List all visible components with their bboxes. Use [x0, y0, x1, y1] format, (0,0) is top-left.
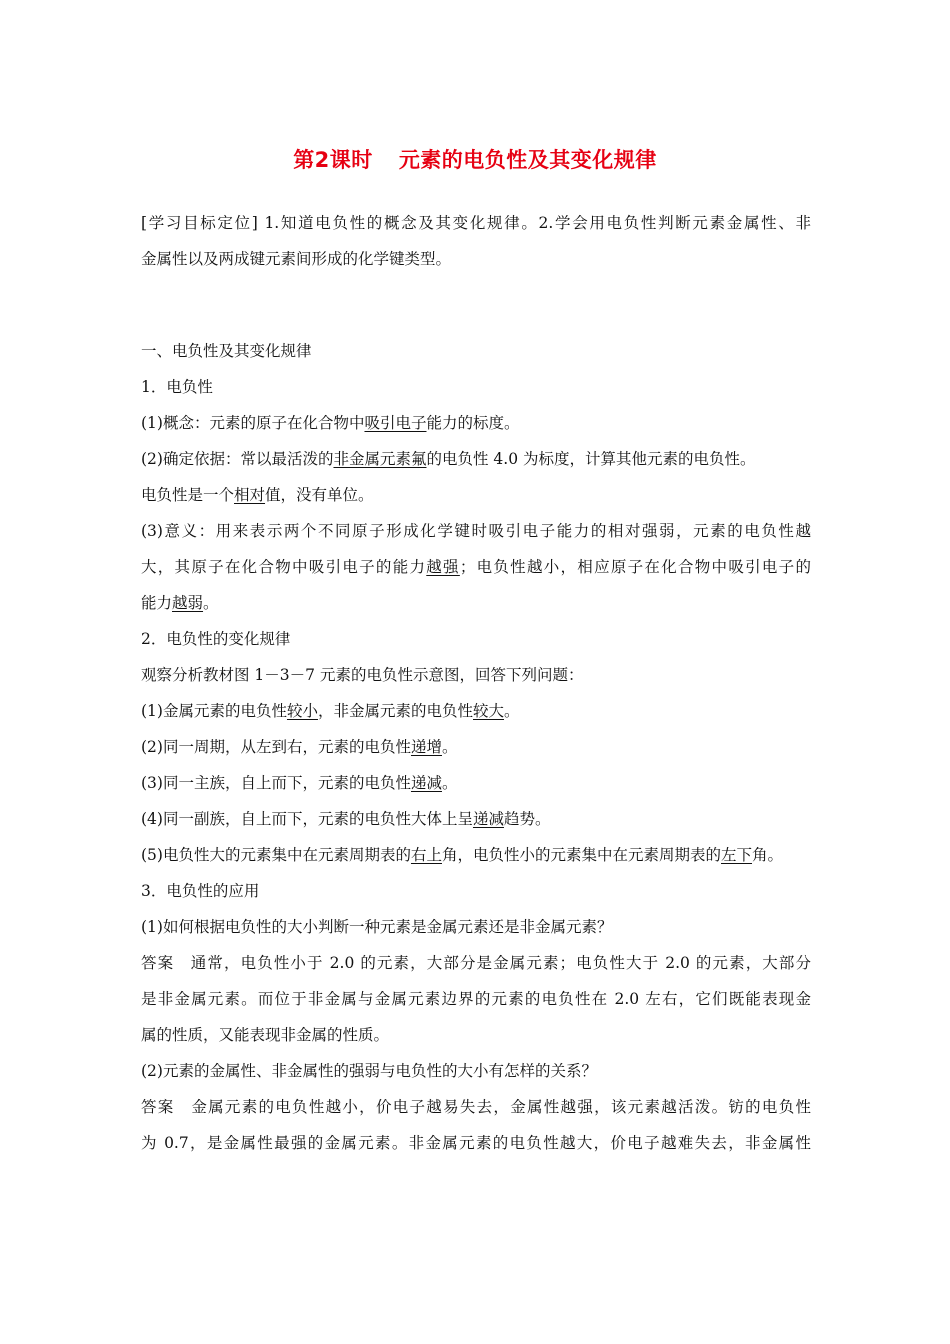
answer-blank: 右上 [410, 846, 442, 864]
answer-1-line-3: 属的性质，又能表现非金属的性质。 [141, 1026, 390, 1044]
objective-line-1: [学习目标定位] 1.知道电负性的概念及其变化规律。2.学会用电负性判断元素金属性、非 [141, 214, 811, 232]
answer-blank: 左下 [721, 846, 753, 864]
answer-blank: 较小 [286, 702, 318, 720]
meaning-line-2: 大，其原子在化合物中吸引电子的能力越强；电负性越小，相应原子在化合物中吸引电子的 [141, 558, 811, 576]
subsection-heading-1: 1．电负性 [141, 378, 213, 396]
answer-blank: 越弱 [172, 594, 204, 612]
answer-blank: 递减 [472, 810, 504, 828]
section-heading: 一、电负性及其变化规律 [141, 342, 312, 360]
objective-line-2: 金属性以及两成键元素间形成的化学键类型。 [141, 250, 452, 268]
rule-item-1: (1)金属元素的电负性较小，非金属元素的电负性较大。 [141, 702, 520, 720]
rule-item-3: (3)同一主族，自上而下，元素的电负性递减。 [141, 774, 458, 792]
answer-blank: 越强 [426, 558, 460, 576]
lesson-topic: 元素的电负性及其变化规律 [398, 148, 657, 172]
meaning-line-3: 能力越弱。 [141, 594, 219, 612]
subsection-heading-3: 3．电负性的应用 [141, 882, 260, 900]
objective-label: [学习目标定位] [141, 214, 258, 232]
rule-item-5: (5)电负性大的元素集中在元素周期表的右上角，电负性小的元素集中在元素周期表的左下角。 [141, 846, 784, 864]
answer-2-line-1: 答案 金属元素的电负性越小，价电子越易失去，金属性越强，该元素越活泼。钫的电负性 [141, 1098, 811, 1116]
answer-blank: 递增 [410, 738, 442, 756]
concept-paragraph: (1)概念：元素的原子在化合物中吸引电子能力的标度。 [141, 414, 520, 432]
rule-item-2: (2)同一周期，从左到右，元素的电负性递增。 [141, 738, 458, 756]
document-body [141, 205, 811, 1161]
answer-2-line-2: 为 0.7，是金属性最强的金属元素。非金属元素的电负性越大，价电子越难失去，非金属性 [141, 1134, 811, 1152]
basis-paragraph: (2)确定依据：常以最活泼的非金属元素氟的电负性 4.0 为标度，计算其他元素的电负性。 [141, 450, 756, 468]
answer-1-line-2: 是非金属元素。而位于非金属与金属元素边界的元素的电负性在 2.0 左右，它们既能表现金 [141, 990, 811, 1008]
question-1: (1)如何根据电负性的大小判断一种元素是金属元素还是非金属元素？ [141, 918, 613, 936]
observation-intro: 观察分析教材图 1－3－7 元素的电负性示意图，回答下列问题： [141, 666, 584, 684]
relative-value-paragraph: 电负性是一个相对值，没有单位。 [141, 486, 374, 504]
page-title [0, 144, 950, 174]
answer-blank: 较大 [473, 702, 505, 720]
answer-1-line-1: 答案 通常，电负性小于 2.0 的元素，大部分是金属元素；电负性大于 2.0 的元素，大部分 [141, 954, 811, 972]
rule-item-4: (4)同一副族，自上而下，元素的电负性大体上呈递减趋势。 [141, 810, 551, 828]
subsection-heading-2: 2．电负性的变化规律 [141, 630, 291, 648]
meaning-line-1: (3)意义：用来表示两个不同原子形成化学键时吸引电子能力的相对强弱，元素的电负性越 [141, 522, 811, 540]
answer-blank: 吸引电子 [364, 414, 427, 432]
answer-blank: 非金属元素氟 [333, 450, 427, 468]
answer-blank: 相对 [234, 486, 266, 504]
question-2: (2)元素的金属性、非金属性的强弱与电负性的大小有怎样的关系？ [141, 1062, 597, 1080]
lesson-number: 第2课时 [293, 148, 373, 172]
answer-blank: 递减 [410, 774, 442, 792]
